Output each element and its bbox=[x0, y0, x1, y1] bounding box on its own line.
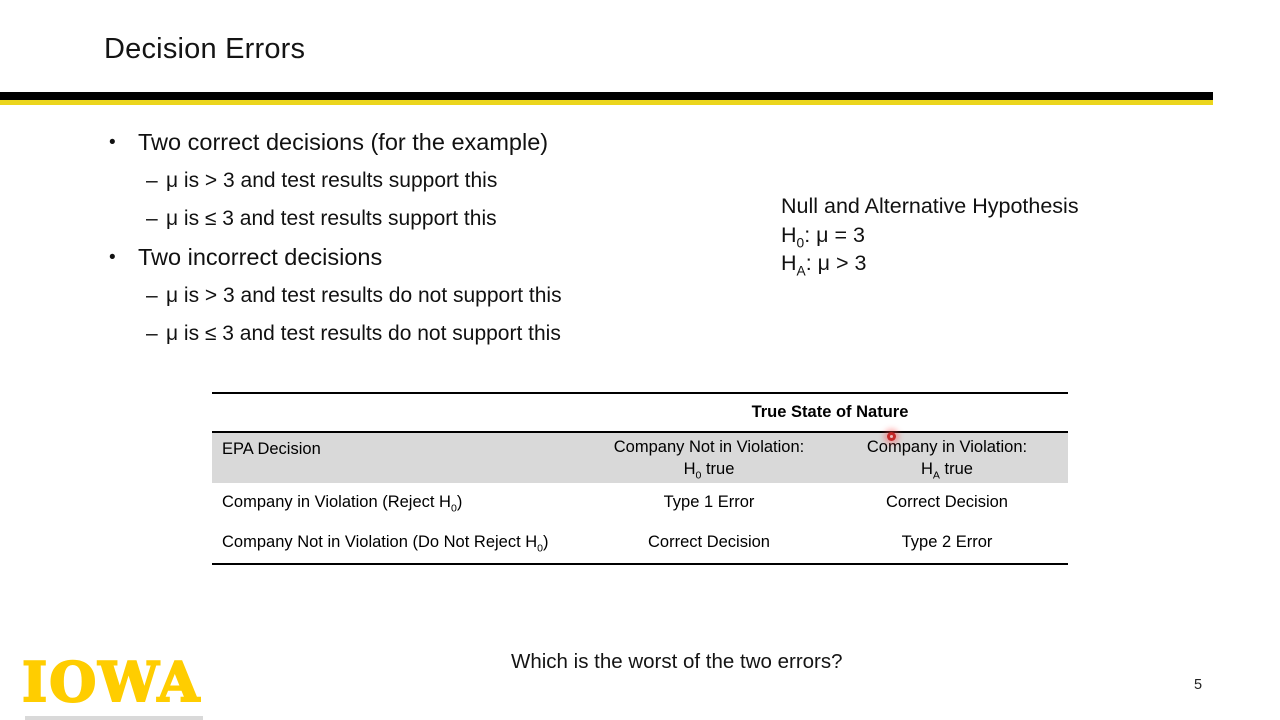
hypothesis-heading: Null and Alternative Hypothesis bbox=[781, 194, 1079, 218]
sub-bullet-item bbox=[104, 200, 704, 238]
bullet-text: Two incorrect decisions bbox=[138, 244, 383, 270]
cell-type1-error: Type 1 Error bbox=[663, 493, 755, 511]
sub-bullet-text: μ is ≤ 3 and test results do not support this bbox=[166, 322, 561, 345]
row-label: Company in Violation (Reject $H_0$) bbox=[222, 493, 463, 515]
dash-marker: – bbox=[146, 169, 158, 192]
dash-marker: – bbox=[146, 207, 158, 230]
accent-bar-gold bbox=[0, 100, 1213, 105]
cell-correct-decision: Correct Decision bbox=[886, 493, 1008, 511]
table-header-row bbox=[212, 431, 1068, 483]
bullet-text: Two correct decisions (for the example) bbox=[138, 129, 549, 155]
header-cell-not-in-violation: Company Not in Violation: $H_0$ true bbox=[613, 438, 805, 482]
logo-subtext-strip bbox=[25, 716, 203, 720]
null-hypothesis: $H_0$: μ = 3 bbox=[781, 222, 865, 250]
footer-question: Which is the worst of the two errors? bbox=[511, 650, 843, 673]
alternative-hypothesis: $H_A$: μ > 3 bbox=[781, 251, 867, 279]
page-title: Decision Errors bbox=[104, 33, 306, 65]
row-label: Company Not in Violation (Do Not Reject $H_0$) bbox=[222, 533, 549, 555]
laser-pointer-icon bbox=[887, 432, 896, 441]
bullet-marker: • bbox=[109, 246, 116, 268]
header-cell-epa-decision: EPA Decision bbox=[222, 440, 321, 458]
sub-bullet-text: μ is > 3 and test results do not support this bbox=[166, 284, 562, 307]
bullet-marker: • bbox=[109, 131, 116, 153]
bullet-item bbox=[104, 238, 704, 277]
table-spanner-row bbox=[212, 392, 1068, 431]
bullet-item bbox=[104, 123, 704, 162]
sub-bullet-item bbox=[104, 277, 704, 315]
sub-bullet-text: μ is > 3 and test results support this bbox=[166, 169, 498, 192]
table-row bbox=[212, 522, 1068, 565]
accent-bar-black bbox=[0, 92, 1213, 100]
decision-table bbox=[212, 392, 1068, 565]
header-cell-in-violation: Company in Violation: $H_A$ true bbox=[866, 438, 1028, 482]
page-number: 5 bbox=[1194, 677, 1203, 693]
table-row bbox=[212, 483, 1068, 522]
sub-bullet-item bbox=[104, 315, 704, 353]
hypothesis-block bbox=[781, 192, 1079, 278]
spanner-label: True State of Nature bbox=[751, 403, 909, 421]
sub-bullet-text: μ is ≤ 3 and test results support this bbox=[166, 207, 497, 230]
dash-marker: – bbox=[146, 322, 158, 345]
dash-marker: – bbox=[146, 284, 158, 307]
bullet-list bbox=[104, 123, 704, 353]
sub-bullet-item bbox=[104, 162, 704, 200]
iowa-logo: IOWA bbox=[22, 650, 202, 714]
cell-type2-error: Type 2 Error bbox=[901, 533, 993, 551]
cell-correct-decision: Correct Decision bbox=[648, 533, 770, 551]
